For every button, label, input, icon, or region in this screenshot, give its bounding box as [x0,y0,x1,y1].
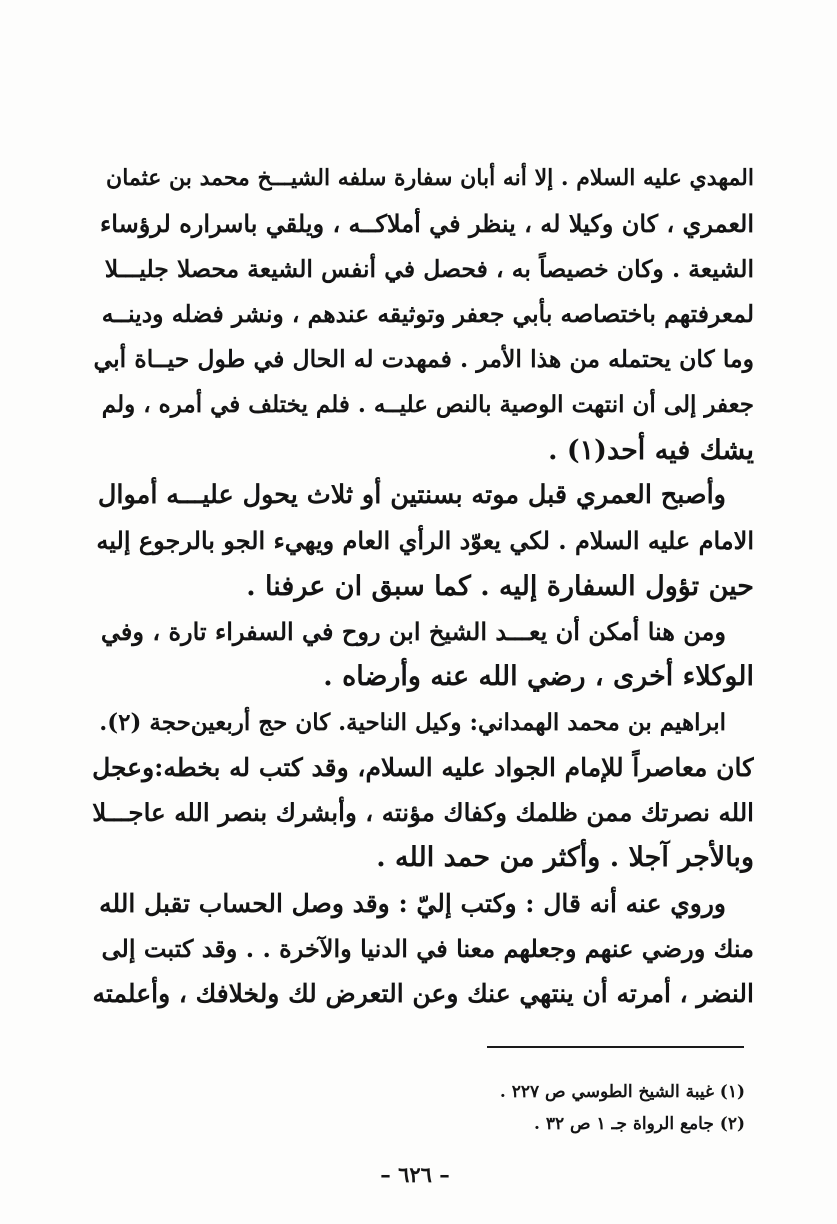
footnotes [380,1076,745,1140]
page-number: – ٦٢٦ – [380,1162,450,1187]
text-line: الوكلاء أخرى ، رضي الله عنه وأرضاه . [323,661,754,693]
text-line: الشيعة . وكان خصيصاً به ، فحصل في أنفس الشيعة محصلا جليـــلا [104,254,754,283]
text-line: وما كان يحتمله من هذا الأمر . فمهدت له الحال في طول حيــاة أبي [93,345,754,374]
footnote-separator [487,1046,744,1048]
main-text-block [92,156,754,1017]
text-line: جعفر إلى أن انتهت الوصية بالنص عليــه . فلم يختلف في أمره ، ولم [101,391,754,419]
text-line: ومن هنا أمكن أن يعـــد الشيخ ابن روح في السفراء تارة ، وفي [100,616,726,646]
text-line: يشك فيه أحد(١) . [548,434,754,466]
text-line: الله نصرتك ممن ظلمك وكفاك مؤنته ، وأبشرك بنصر الله عاجـــلا [92,798,754,828]
text-line: الامام عليه السلام . لكي يعوّد الرأي العام ويهيء الجو بالرجوع إليه [96,526,754,556]
text-line: كان معاصراً للإمام الجواد عليه السلام، وقد كتب له بخطه:وعجل [92,752,754,782]
text-line: منك ورضي عنهم وجعلهم معنا في الدنيا والآخرة . . وقد كتبت إلى [101,934,754,964]
text-line: المهدي عليه السلام . إلا أنه أبان سفارة سلفه الشيـــخ محمد بن عثمان [106,165,754,191]
text-line: العمري ، كان وكيلا له ، ينظر في أملاكــه ، ويلقي باسراره لرؤساء [100,209,754,239]
footnote-1: (١) غيبة الشيخ الطوسي ص ٢٢٧ . [499,1082,745,1102]
text-line: وبالأجر آجلا . وأكثر من حمد الله . [376,842,754,874]
text-line: ابراهيم بن محمد الهمداني: وكيل الناحية. كان حج أربعين‌حجة (٢). [99,708,726,736]
text-line: وروي عنه أنه قال : وكتب إليّ : وقد وصل الحساب تقبل الله [99,888,726,918]
text-line: وأصبح العمري قبل موته بسنتين أو ثلاث يحول عليـــه أموال [97,480,726,511]
text-line: النضر ، أمرته أن ينتهي عنك وعن التعرض لك ولخلافك ، وأعلمته [92,979,754,1009]
text-line: لمعرفتهم باختصاصه بأبي جعفر وتوثيقه عندهم ، ونشر فضله ودينــه [101,299,754,328]
text-line: حين تؤول السفارة إليه . كما سبق ان عرفنا . [246,570,754,602]
footnote-2: (٢) جامع الرواة جـ ١ ص ٣٢ . [534,1114,745,1134]
